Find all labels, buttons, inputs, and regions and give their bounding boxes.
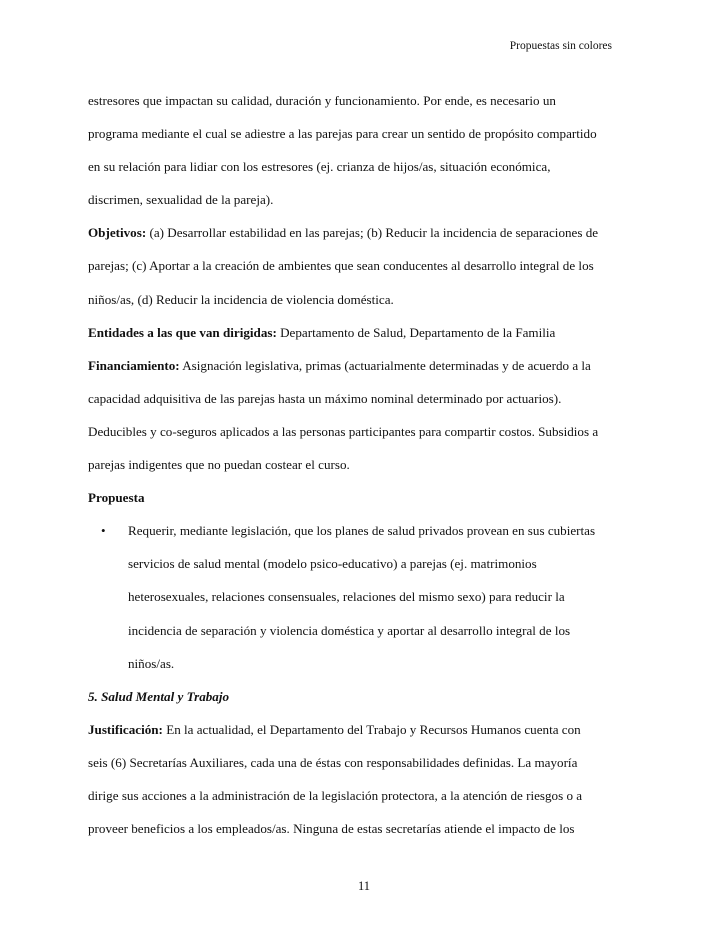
justificacion-label: Justificación: [88, 721, 163, 737]
entidades-text: Departamento de Salud, Departamento de la Familia [276, 324, 556, 340]
entidades-line [88, 316, 648, 349]
financiamiento-text: Asignación legislativa, primas (actuarialmente determinadas y de acuerdo a la [179, 357, 591, 373]
justificacion-line: dirige sus acciones a la administración de la legislación protectora, a la atención de riesgos o a [88, 787, 583, 803]
section-title: 5. Salud Mental y Trabajo [88, 688, 230, 704]
financiamiento-line: capacidad adquisitiva de las parejas hasta un máximo nominal determinado por actuarios). [88, 390, 562, 406]
justificacion-line: proveer beneficios a los empleados/as. Ninguna de estas secretarías atiende el impacto de los [88, 821, 575, 837]
justificacion-line [88, 713, 648, 746]
financiamiento-line: parejas indigentes que no puedan costear el curso. [88, 457, 350, 473]
paragraph-line: programa mediante el cual se adiestre a las parejas para crear un sentido de propósito compartido [88, 126, 597, 142]
bullet-line: servicios de salud mental (modelo psico-educativo) a parejas (ej. matrimonios [128, 556, 537, 572]
financiamiento-line: Deducibles y co-seguros aplicados a las personas participantes para compartir costos. Subsidios a [88, 423, 599, 439]
bullet-line: incidencia de separación y violencia doméstica y aportar al desarrollo integral de los [128, 622, 571, 638]
justificacion-line: seis (6) Secretarías Auxiliares, cada una de éstas con responsabilidades definidas. La mayoría [88, 754, 578, 770]
paragraph-line: discrimen, sexualidad de la pareja). [88, 192, 274, 208]
objetivos-line [88, 216, 648, 249]
propuesta-bullet-item [88, 514, 648, 679]
bullet-line: heterosexuales, relaciones consensuales, relaciones del mismo sexo) para reducir la [128, 589, 565, 605]
bullet-line: Requerir, mediante legislación, que los planes de salud privados provean en sus cubiertas [128, 523, 596, 539]
objetivos-text: (a) Desarrollar estabilidad en las parejas; (b) Reducir la incidencia de separaciones de [146, 225, 599, 241]
paragraph-line: estresores que impactan su calidad, duración y funcionamiento. Por ende, es necesario un [88, 93, 556, 108]
propuesta-heading: Propuesta [88, 490, 145, 506]
bullet-line: niños/as. [128, 655, 175, 671]
financiamiento-label: Financiamiento: [88, 357, 180, 373]
objetivos-label: Objetivos: [88, 225, 147, 241]
bullet-icon: • [101, 523, 106, 539]
objetivos-line: parejas; (c) Aportar a la creación de ambientes que sean conducentes al desarrollo integral de los [88, 258, 594, 274]
financiamiento-line [88, 349, 648, 382]
entidades-label: Entidades a las que van dirigidas: [88, 324, 277, 340]
justificacion-text: En la actualidad, el Departamento del Trabajo y Recursos Humanos cuenta con [162, 721, 581, 737]
document-body [88, 84, 648, 845]
paragraph-line: en su relación para lidiar con los estresores (ej. crianza de hijos/as, situación económica, [88, 159, 551, 175]
running-head: Propuestas sin colores [509, 40, 612, 52]
objetivos-line: niños/as, (d) Reducir la incidencia de violencia doméstica. [88, 291, 394, 307]
page-number: 11 [357, 879, 371, 893]
